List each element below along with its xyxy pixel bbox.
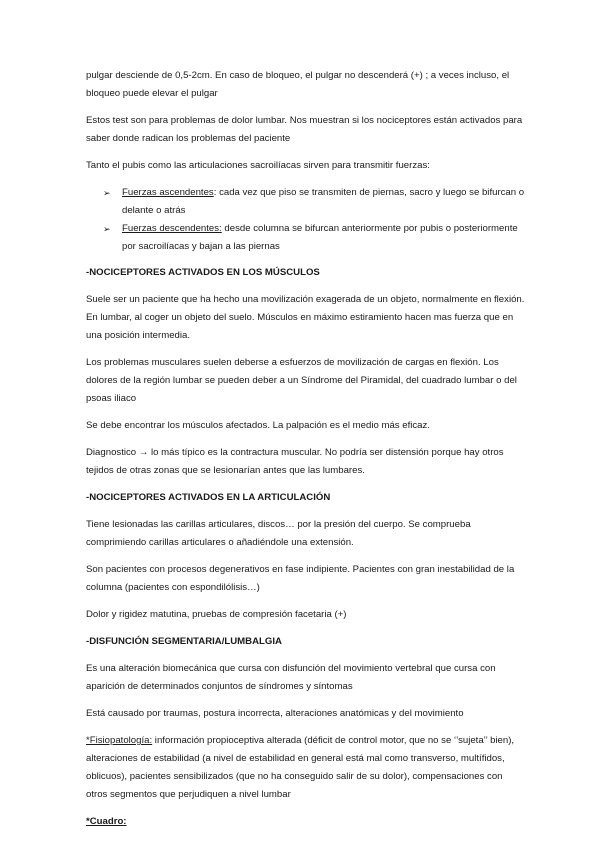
list-item bbox=[86, 184, 526, 220]
section-heading: -NOCICEPTORES ACTIVADOS EN LOS MÚSCULOS bbox=[86, 267, 320, 278]
paragraph: Dolor y rigidez matutina, pruebas de compresión facetaria (+) bbox=[86, 609, 347, 620]
paragraph: pulgar desciende de 0,5-2cm. En caso de bloqueo, el pulgar no descenderá (+) ; a veces incluso, el bloqueo puede elevar el pulgar bbox=[86, 70, 510, 99]
paragraph: Tanto el pubis como las articulaciones sacroilíacas sirven para transmitir fuerzas: bbox=[86, 160, 430, 171]
fisiopatologia-paragraph bbox=[86, 732, 526, 804]
section-heading: -NOCICEPTORES ACTIVADOS EN LA ARTICULACIÓN bbox=[86, 492, 331, 503]
paragraph: Es una alteración biomecánica que cursa con disfunción del movimiento vertebral que cursa con aparición de determinados conjuntos de síndromes y síntomas bbox=[86, 663, 496, 692]
arrow-bullet-icon: ➢ bbox=[103, 188, 111, 198]
arrow-bullet-icon: ➢ bbox=[103, 224, 111, 234]
paragraph: Se debe encontrar los músculos afectados. La palpación es el medio más eficaz. bbox=[86, 420, 430, 431]
paragraph: Suele ser un paciente que ha hecho una movilización exagerada de un objeto, normalmente en flexión. En lumbar, al coger un objeto del suelo. Músculos en máximo estiramiento hacen mas fuerza que en una posición intermedia. bbox=[86, 294, 525, 341]
paragraph: Los problemas musculares suelen deberse a esfuerzos de movilización de cargas en flexión. Los dolores de la región lumbar se pueden deber a un Síndrome del Piramidal, del cuadrado lumbar o del psoas iliaco bbox=[86, 357, 517, 404]
document-body bbox=[86, 67, 526, 840]
cuadro-label: *Cuadro: bbox=[86, 816, 127, 827]
paragraph: Diagnostico → lo más típico es la contractura muscular. No podría ser distensión porque hay otros tejidos de otras zonas que se lesionarían antes que las lumbares. bbox=[86, 447, 504, 476]
fisiopatologia-text: información propioceptiva alterada (déficit de control motor, que no se ‘’sujeta’’ bien), alteraciones de estabilidad (a nivel de estabilidad en general está mal como transverso, multífidos, oblicuos), pacientes sensibilizados (que no ha conseguido salir de su dolor), compensaciones con otros segmentos que perjudiquen a nivel lumbar bbox=[86, 735, 515, 800]
paragraph: Estos test son para problemas de dolor lumbar. Nos muestran si los nociceptores están activados para saber donde radican los problemas del paciente bbox=[86, 115, 523, 144]
section-heading: -DISFUNCIÓN SEGMENTARIA/LUMBALGIA bbox=[86, 636, 282, 647]
paragraph: Tiene lesionadas las carillas articulares, discos… por la presión del cuerpo. Se comprueba comprimiendo carillas articulares o añadiéndole una extensión. bbox=[86, 519, 471, 548]
list-item bbox=[86, 220, 526, 256]
fisiopatologia-label: *Fisiopatología: bbox=[86, 735, 153, 746]
forces-bullet-list bbox=[86, 184, 526, 256]
paragraph: Está causado por traumas, postura incorrecta, alteraciones anatómicas y del movimiento bbox=[86, 708, 464, 719]
paragraph: Son pacientes con procesos degenerativos en fase indipiente. Pacientes con gran inestabilidad de la columna (pacientes con espondilólisis…) bbox=[86, 564, 515, 593]
bullet-term: Fuerzas ascendentes bbox=[122, 187, 214, 198]
bullet-term: Fuerzas descendentes: bbox=[122, 223, 222, 234]
bullet-text: desde columna se bifurcan anteriormente por pubis o posteriormente por sacroilíacas y bajan a las piernas bbox=[122, 223, 518, 252]
bullet-text: : cada vez que piso se transmiten de piernas, sacro y luego se bifurcan o delante o atrás bbox=[122, 187, 525, 216]
